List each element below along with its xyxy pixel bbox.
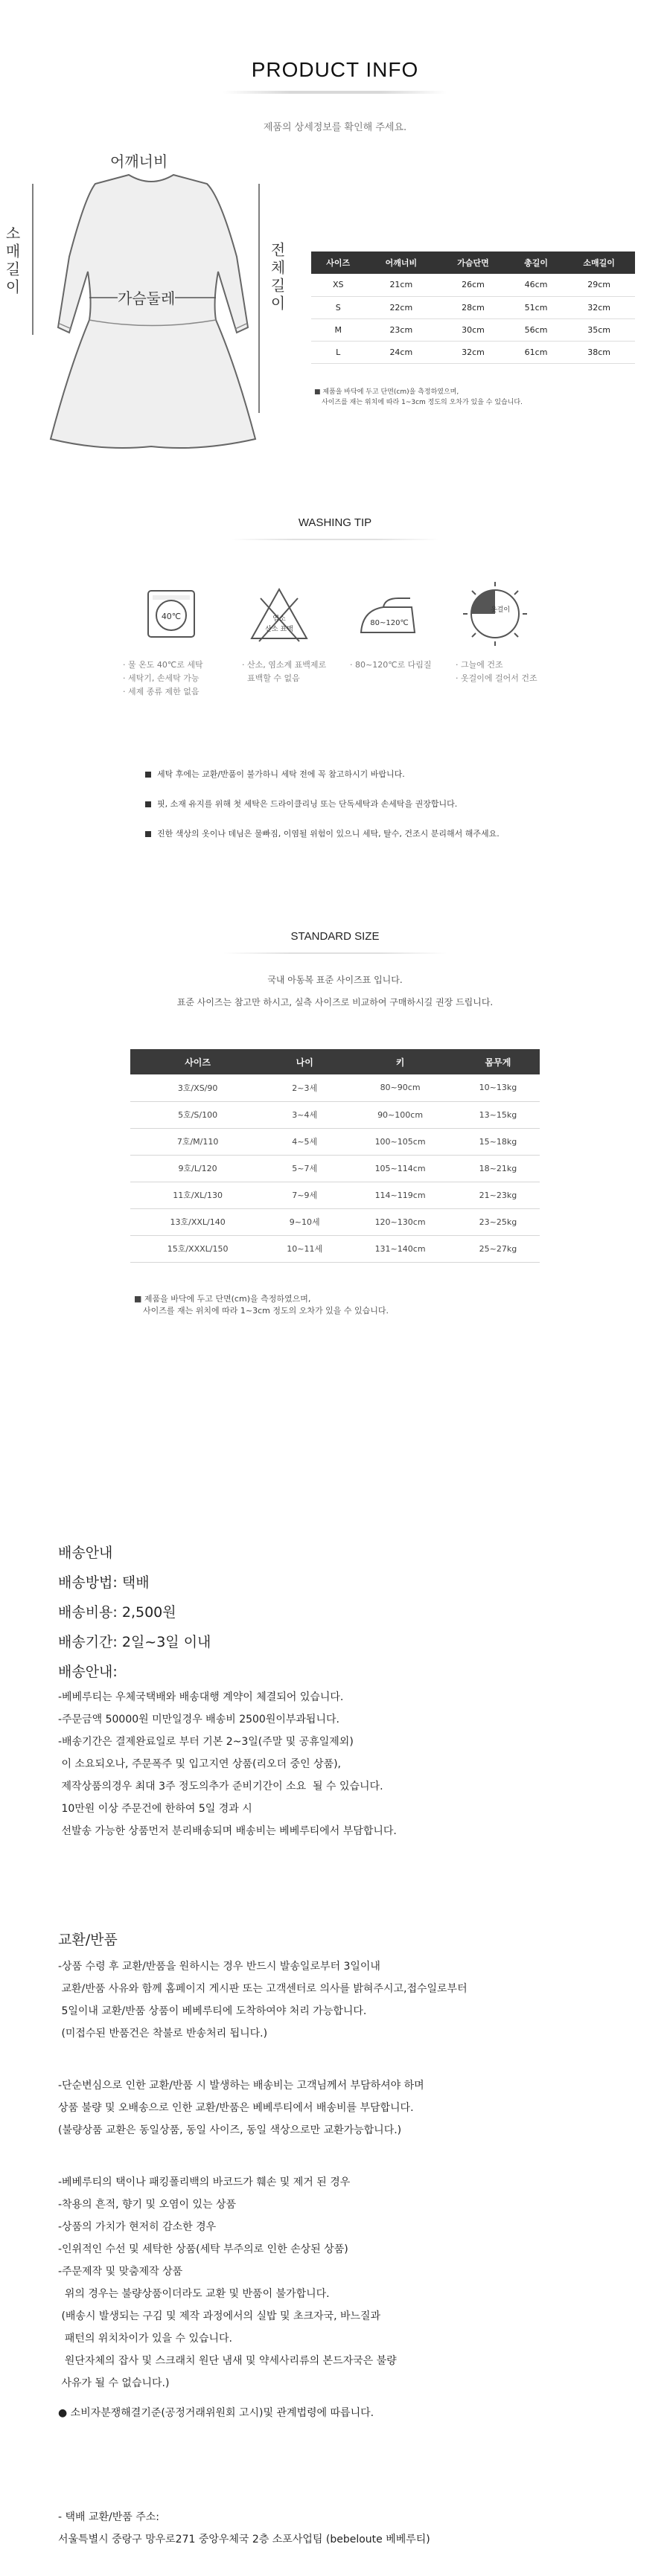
- table-row: [311, 296, 635, 318]
- exchange-line: -상품의 가치가 현저히 감소한 경우: [58, 2221, 217, 2233]
- header-cell: 총길이: [509, 251, 564, 274]
- wash-instructions-3: [350, 659, 432, 672]
- delivery-heading: 배송안내: [58, 1545, 113, 1561]
- table-cell: 21cm: [366, 274, 438, 296]
- delivery-line: -베베루티는 우체국택배와 배송대행 계약이 체결되어 있습니다.: [58, 1691, 344, 1703]
- table-cell: 24cm: [366, 341, 438, 363]
- wash-line: · 세제 종류 제한 없음: [123, 687, 200, 696]
- table-cell: 26cm: [437, 274, 509, 296]
- delivery-line: 10만원 이상 주문건에 한하여 5일 경과 시: [58, 1803, 252, 1815]
- label-chest: 가슴둘레: [118, 286, 175, 308]
- wash-40-icon: [138, 580, 205, 647]
- table-cell: 23cm: [366, 318, 438, 341]
- note-line: 사이즈를 재는 위치에 따라 1~3cm 정도의 오차가 있을 수 있습니다.: [143, 1306, 389, 1316]
- delivery-method: 배송방법: 택배: [58, 1574, 150, 1591]
- wash-instructions-1: [123, 659, 203, 699]
- note-line: ■ 제품을 바닥에 두고 단면(cm)을 측정하였으며,: [134, 1294, 311, 1304]
- table-cell: 21~23kg: [456, 1182, 540, 1208]
- delivery-line: -배송기간은 결제완료일로 부터 기본 2~3일(주말 및 공휴일제외): [58, 1736, 354, 1748]
- table-cell: 10~11세: [265, 1235, 344, 1262]
- delivery-line: 제작상품의경우 최대 3주 정도의추가 준비기간이 소요 될 수 있습니다.: [58, 1781, 383, 1792]
- svg-text:40℃: 40℃: [161, 612, 182, 621]
- table-cell: 131~140cm: [344, 1235, 456, 1262]
- delivery-period: 배송기간: 2일~3일 이내: [58, 1634, 211, 1650]
- size-table-note: [314, 387, 523, 408]
- wash-line: · 그늘에 건조: [456, 660, 503, 670]
- header-cell: 사이즈: [130, 1049, 265, 1074]
- exchange-line: (불량상품 교환은 동일상품, 동일 사이즈, 동일 색상으로만 교환가능합니다.): [58, 2124, 402, 2136]
- header-cell: 소매길이: [563, 251, 635, 274]
- washing-bullet: 핏, 소재 유지를 위해 첫 세탁은 드라이클리닝 또는 단독세탁과 손세탁을 권장합니다.: [145, 798, 457, 810]
- wash-instructions-2: [242, 659, 326, 685]
- exchange-line: (미접수된 반품건은 착불로 반송처리 됩니다.): [58, 2028, 268, 2040]
- table-cell: 120~130cm: [344, 1208, 456, 1235]
- header-cell: 나이: [265, 1049, 344, 1074]
- table-cell: 15~18kg: [456, 1128, 540, 1155]
- table-cell: 22cm: [366, 296, 438, 318]
- iron-icon: [354, 580, 421, 647]
- exchange-line: 5일이내 교환/반품 상품이 베베루티에 도착하여야 처리 가능합니다.: [58, 2005, 367, 2017]
- table-row: [311, 318, 635, 341]
- exchange-line: -인위적인 수선 및 세탁한 상품(세탁 부주의로 인한 손상된 상품): [58, 2243, 348, 2255]
- table-row: [130, 1074, 540, 1101]
- table-cell: L: [311, 341, 366, 363]
- table-row: [130, 1101, 540, 1128]
- delivery-cost: 배송비용: 2,500원: [58, 1604, 176, 1621]
- note-line: ■ 제품을 바닥에 두고 단면(cm)을 측정하였으며,: [314, 388, 459, 396]
- table-cell: 23~25kg: [456, 1208, 540, 1235]
- table-cell: 51cm: [509, 296, 564, 318]
- table-cell: 56cm: [509, 318, 564, 341]
- table-cell: 18~21kg: [456, 1155, 540, 1182]
- table-cell: 25~27kg: [456, 1235, 540, 1262]
- note-line: 사이즈를 재는 위치에 따라 1~3cm 정도의 오차가 있을 수 있습니다.: [322, 399, 523, 406]
- wash-line: · 세탁기, 손세탁 가능: [123, 673, 200, 683]
- table-cell: 13호/XXL/140: [130, 1208, 265, 1235]
- exchange-line: -베베루티의 택이나 패킹폴리백의 바코드가 훼손 및 제거 된 경우: [58, 2176, 351, 2188]
- table-row: [311, 274, 635, 296]
- svg-text:염소: 염소: [272, 615, 286, 623]
- table-cell: XS: [311, 274, 366, 296]
- label-sleeve: 소매길이: [3, 225, 21, 297]
- label-total-length: 전체길이: [268, 242, 286, 313]
- table-cell: 29cm: [563, 274, 635, 296]
- exchange-line: -주문제작 및 맞춤제작 상품: [58, 2266, 183, 2278]
- table-cell: 35cm: [563, 318, 635, 341]
- exchange-line: 패턴의 위치차이가 있을 수 있습니다.: [58, 2333, 233, 2345]
- washing-tip-title: WASHING TIP: [298, 516, 372, 529]
- dry-shade-icon: [462, 580, 529, 647]
- table-cell: 46cm: [509, 274, 564, 296]
- table-cell: 100~105cm: [344, 1128, 456, 1155]
- return-address-label: - 택배 교환/반품 주소:: [58, 2511, 160, 2523]
- table-cell: 5~7세: [265, 1155, 344, 1182]
- header-cell: 가슴단면: [437, 251, 509, 274]
- wash-line: · 산소, 염소계 표백제로: [242, 660, 327, 670]
- washing-bullet: 진한 색상의 옷이나 데님은 물빠짐, 이염될 위험이 있으니 세탁, 탈수, 건조시 분리해서 해주세요.: [145, 827, 500, 839]
- standard-size-subtitle: 국내 아동복 표준 사이즈표 입니다.: [267, 975, 403, 985]
- table-row: [311, 341, 635, 363]
- standard-size-note: [134, 1293, 389, 1317]
- table-cell: 4~5세: [265, 1128, 344, 1155]
- table-row: [130, 1155, 540, 1182]
- table-cell: 90~100cm: [344, 1101, 456, 1128]
- table-cell: 15호/XXXL/150: [130, 1235, 265, 1262]
- svg-text:옷걸이: 옷걸이: [490, 606, 511, 614]
- return-address: 서울특별시 중랑구 망우로271 중앙우체국 2층 소포사업팀 (bebeloute 베베루티): [58, 2534, 430, 2545]
- table-cell: 105~114cm: [344, 1155, 456, 1182]
- header-cell: 키: [344, 1049, 456, 1074]
- wash-line: 표백할 수 없음: [242, 673, 300, 683]
- wash-line: · 옷걸이에 걸어서 건조: [456, 673, 537, 683]
- washing-bullet: 세탁 후에는 교환/반품이 불가하니 세탁 전에 꼭 참고하시기 바랍니다.: [145, 768, 405, 780]
- wash-line: · 물 온도 40℃로 세탁: [123, 660, 203, 670]
- table-cell: M: [311, 318, 366, 341]
- exchange-line: 교환/반품 사유와 함께 홈페이지 게시판 또는 고객센터로 의사를 밝혀주시고,접수일로부터: [58, 1983, 468, 1995]
- standard-size-header: [130, 1049, 540, 1074]
- table-row: [130, 1208, 540, 1235]
- no-bleach-icon: [246, 580, 313, 647]
- table-cell: 10~13kg: [456, 1074, 540, 1101]
- size-table: [311, 251, 635, 364]
- delivery-guide-heading: 배송안내:: [58, 1664, 118, 1680]
- title-underline: [223, 952, 447, 954]
- table-cell: 32cm: [563, 296, 635, 318]
- exchange-line: 사유가 될 수 없습니다.): [58, 2377, 170, 2389]
- title-underline: [223, 91, 447, 94]
- table-cell: 114~119cm: [344, 1182, 456, 1208]
- table-row: [130, 1235, 540, 1262]
- table-row: [130, 1182, 540, 1208]
- exchange-heading: 교환/반품: [58, 1932, 118, 1948]
- standard-size-table: [130, 1049, 540, 1263]
- table-cell: 38cm: [563, 341, 635, 363]
- exchange-line: -상품 수령 후 교환/반품을 원하시는 경우 반드시 발송일로부터 3일이내: [58, 1961, 380, 1973]
- table-cell: 7~9세: [265, 1182, 344, 1208]
- header-cell: 몸무게: [456, 1049, 540, 1074]
- exchange-line: (배송시 발생되는 구김 및 제작 과정에서의 실밥 및 초크자국, 바느질과: [58, 2310, 381, 2322]
- exchange-line: 상품 불량 및 오배송으로 인한 교환/반품은 베베루티에서 배송비를 부담합니다.: [58, 2102, 414, 2114]
- table-cell: 11호/XL/130: [130, 1182, 265, 1208]
- svg-text:산소 표백: 산소 표백: [265, 626, 293, 633]
- table-cell: S: [311, 296, 366, 318]
- table-cell: 3호/XS/90: [130, 1074, 265, 1101]
- label-shoulder: 어깨너비: [110, 153, 168, 170]
- svg-text:80~120℃: 80~120℃: [370, 619, 409, 627]
- table-cell: 61cm: [509, 341, 564, 363]
- delivery-line: 이 소요되오나, 주문폭주 및 입고지연 상품(리오더 중인 상품),: [58, 1758, 342, 1770]
- product-info-title: PRODUCT INFO: [251, 58, 419, 81]
- delivery-line: 선발송 가능한 상품먼저 분리배송되며 배송비는 베베루티에서 부담합니다.: [58, 1825, 397, 1837]
- delivery-line: -주문금액 50000원 미만일경우 배송비 2500원이부과됩니다.: [58, 1714, 339, 1726]
- standard-size-subtitle: 표준 사이즈는 참고만 하시고, 실측 사이즈로 비교하여 구매하시길 권장 드립니다.: [176, 997, 494, 1007]
- table-cell: 32cm: [437, 341, 509, 363]
- table-row: [130, 1128, 540, 1155]
- table-cell: 2~3세: [265, 1074, 344, 1101]
- table-cell: 7호/M/110: [130, 1128, 265, 1155]
- size-table-header: [311, 251, 635, 274]
- wash-line: · 80~120℃로 다림질: [350, 660, 432, 670]
- exchange-line: -단순변심으로 인한 교환/반품 시 발생하는 배송비는 고객님께서 부담하셔야 하며: [58, 2080, 424, 2092]
- standard-size-title: STANDARD SIZE: [290, 930, 380, 943]
- table-cell: 9호/L/120: [130, 1155, 265, 1182]
- exchange-line: 위의 경우는 불량상품이더라도 교환 및 반품이 불가합니다.: [58, 2288, 330, 2300]
- header-cell: 사이즈: [311, 251, 366, 274]
- exchange-notice: ● 소비자분쟁해결기준(공정거래위원회 고시)및 관계법령에 따릅니다.: [58, 2407, 374, 2419]
- table-cell: 30cm: [437, 318, 509, 341]
- table-cell: 9~10세: [265, 1208, 344, 1235]
- table-cell: 80~90cm: [344, 1074, 456, 1101]
- table-cell: 28cm: [437, 296, 509, 318]
- exchange-line: 원단자체의 잡사 및 스크래치 원단 냄새 및 약세사리류의 본드자국은 불량: [58, 2355, 397, 2367]
- exchange-line: -착용의 흔적, 향기 및 오염이 있는 상품: [58, 2199, 237, 2211]
- table-cell: 3~4세: [265, 1101, 344, 1128]
- table-cell: 13~15kg: [456, 1101, 540, 1128]
- product-info-subtitle: 제품의 상세정보를 확인해 주세요.: [263, 122, 407, 133]
- title-underline: [231, 539, 439, 540]
- table-cell: 5호/S/100: [130, 1101, 265, 1128]
- dress-measurement-figure: [3, 145, 289, 458]
- header-cell: 어깨너비: [366, 251, 438, 274]
- wash-instructions-4: [456, 659, 537, 685]
